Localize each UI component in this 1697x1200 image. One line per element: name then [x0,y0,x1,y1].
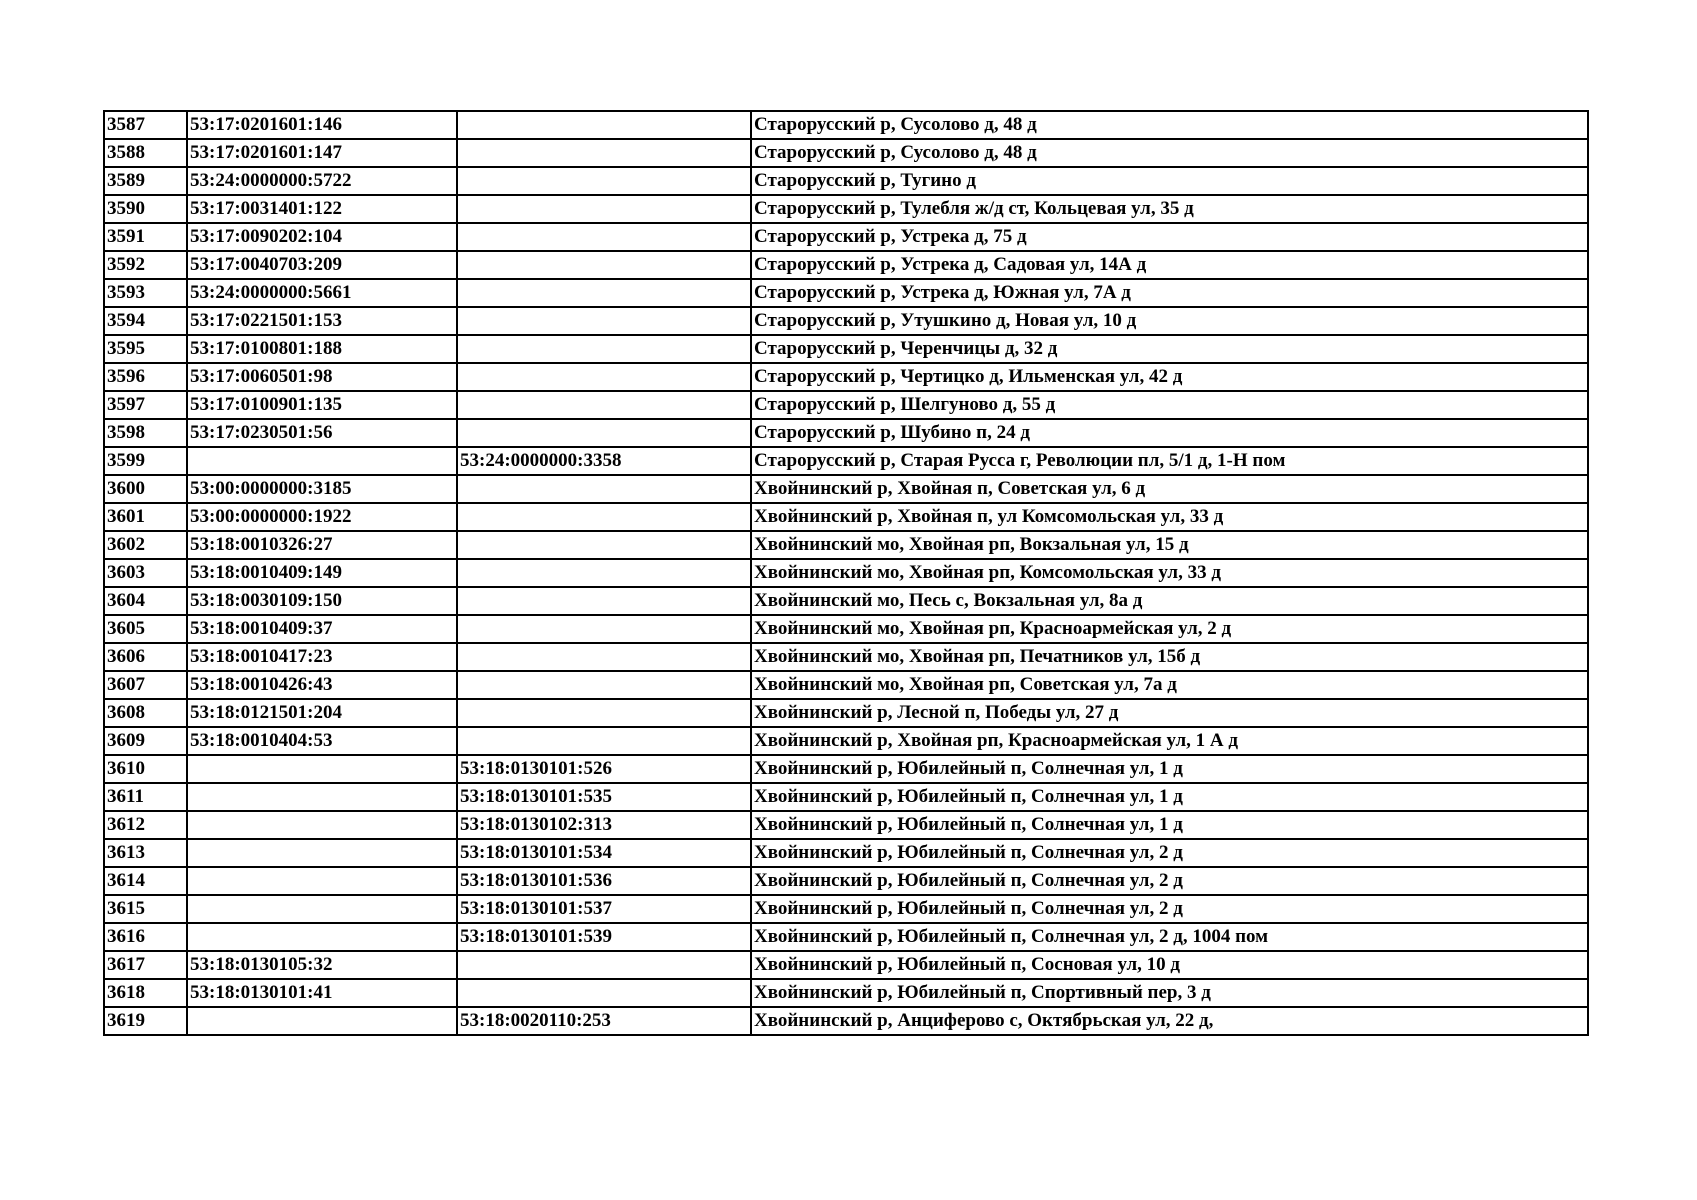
row-number-cell: 3612 [104,811,187,839]
row-number-cell: 3599 [104,447,187,475]
address-cell: Хвойнинский р, Юбилейный п, Солнечная ул, 2 д [751,839,1588,867]
address-cell: Старорусский р, Черенчицы д, 32 д [751,335,1588,363]
address-cell: Хвойнинский мо, Хвойная рп, Вокзальная ул, 15 д [751,531,1588,559]
cadastral-number-cell: 53:00:0000000:1922 [187,503,457,531]
linked-cadastral-number-cell [457,195,751,223]
property-registry-table [103,110,1589,1036]
address-cell: Хвойнинский р, Юбилейный п, Солнечная ул, 1 д [751,755,1588,783]
cadastral-number-cell [187,1007,457,1035]
row-number-cell: 3593 [104,279,187,307]
cadastral-number-cell: 53:18:0130101:41 [187,979,457,1007]
cadastral-number-cell: 53:18:0010409:37 [187,615,457,643]
table-row [104,111,1588,139]
table-row [104,475,1588,503]
table-row [104,391,1588,419]
cadastral-number-cell: 53:17:0090202:104 [187,223,457,251]
cadastral-number-cell [187,783,457,811]
address-cell: Старорусский р, Сусолово д, 48 д [751,139,1588,167]
table-row [104,867,1588,895]
cadastral-number-cell [187,923,457,951]
linked-cadastral-number-cell [457,223,751,251]
table-row [104,699,1588,727]
table-row [104,503,1588,531]
cadastral-number-cell [187,447,457,475]
cadastral-number-cell: 53:17:0201601:147 [187,139,457,167]
address-cell: Старорусский р, Старая Русса г, Революции пл, 5/1 д, 1-Н пом [751,447,1588,475]
linked-cadastral-number-cell: 53:18:0020110:253 [457,1007,751,1035]
row-number-cell: 3596 [104,363,187,391]
row-number-cell: 3611 [104,783,187,811]
cadastral-number-cell: 53:17:0221501:153 [187,307,457,335]
address-cell: Хвойнинский р, Лесной п, Победы ул, 27 д [751,699,1588,727]
linked-cadastral-number-cell [457,279,751,307]
address-cell: Хвойнинский мо, Хвойная рп, Советская ул, 7а д [751,671,1588,699]
address-cell: Хвойнинский р, Хвойная п, Советская ул, 6 д [751,475,1588,503]
address-cell: Хвойнинский р, Юбилейный п, Сосновая ул, 10 д [751,951,1588,979]
address-cell: Хвойнинский р, Анциферово с, Октябрьская ул, 22 д, [751,1007,1588,1035]
table-row [104,1007,1588,1035]
cadastral-number-cell [187,755,457,783]
cadastral-number-cell [187,811,457,839]
linked-cadastral-number-cell [457,167,751,195]
table-row [104,783,1588,811]
cadastral-number-cell [187,895,457,923]
address-cell: Старорусский р, Сусолово д, 48 д [751,111,1588,139]
address-cell: Хвойнинский мо, Хвойная рп, Печатников ул, 15б д [751,643,1588,671]
address-cell: Хвойнинский р, Юбилейный п, Спортивный пер, 3 д [751,979,1588,1007]
address-cell: Хвойнинский р, Юбилейный п, Солнечная ул, 1 д [751,811,1588,839]
address-cell: Старорусский р, Чертицко д, Ильменская ул, 42 д [751,363,1588,391]
linked-cadastral-number-cell [457,111,751,139]
table-row [104,531,1588,559]
row-number-cell: 3619 [104,1007,187,1035]
linked-cadastral-number-cell [457,699,751,727]
row-number-cell: 3606 [104,643,187,671]
row-number-cell: 3592 [104,251,187,279]
address-cell: Старорусский р, Шубино п, 24 д [751,419,1588,447]
table-row [104,923,1588,951]
registry-table-body [104,111,1588,1035]
address-cell: Старорусский р, Устрека д, 75 д [751,223,1588,251]
row-number-cell: 3588 [104,139,187,167]
cadastral-number-cell: 53:17:0230501:56 [187,419,457,447]
row-number-cell: 3600 [104,475,187,503]
table-row [104,643,1588,671]
row-number-cell: 3589 [104,167,187,195]
cadastral-number-cell: 53:18:0010426:43 [187,671,457,699]
row-number-cell: 3615 [104,895,187,923]
table-row [104,307,1588,335]
table-row [104,895,1588,923]
row-number-cell: 3617 [104,951,187,979]
row-number-cell: 3605 [104,615,187,643]
table-row [104,755,1588,783]
cadastral-number-cell: 53:18:0121501:204 [187,699,457,727]
row-number-cell: 3597 [104,391,187,419]
address-cell: Хвойнинский мо, Хвойная рп, Красноармейская ул, 2 д [751,615,1588,643]
address-cell: Хвойнинский р, Юбилейный п, Солнечная ул, 2 д, 1004 пом [751,923,1588,951]
linked-cadastral-number-cell: 53:18:0130102:313 [457,811,751,839]
linked-cadastral-number-cell: 53:18:0130101:535 [457,783,751,811]
address-cell: Хвойнинский р, Юбилейный п, Солнечная ул, 1 д [751,783,1588,811]
row-number-cell: 3598 [104,419,187,447]
row-number-cell: 3607 [104,671,187,699]
table-row [104,251,1588,279]
row-number-cell: 3591 [104,223,187,251]
table-row [104,727,1588,755]
row-number-cell: 3603 [104,559,187,587]
row-number-cell: 3614 [104,867,187,895]
linked-cadastral-number-cell [457,391,751,419]
cadastral-number-cell: 53:18:0010417:23 [187,643,457,671]
linked-cadastral-number-cell [457,419,751,447]
table-row [104,139,1588,167]
address-cell: Старорусский р, Утушкино д, Новая ул, 10 д [751,307,1588,335]
table-row [104,559,1588,587]
cadastral-number-cell: 53:18:0010404:53 [187,727,457,755]
cadastral-number-cell: 53:17:0201601:146 [187,111,457,139]
table-row [104,811,1588,839]
linked-cadastral-number-cell [457,979,751,1007]
row-number-cell: 3595 [104,335,187,363]
cadastral-number-cell: 53:00:0000000:3185 [187,475,457,503]
row-number-cell: 3609 [104,727,187,755]
cadastral-number-cell: 53:24:0000000:5722 [187,167,457,195]
linked-cadastral-number-cell: 53:18:0130101:537 [457,895,751,923]
table-row [104,363,1588,391]
address-cell: Хвойнинский мо, Песь с, Вокзальная ул, 8а д [751,587,1588,615]
cadastral-number-cell: 53:24:0000000:5661 [187,279,457,307]
cadastral-number-cell: 53:17:0040703:209 [187,251,457,279]
cadastral-number-cell: 53:18:0030109:150 [187,587,457,615]
cadastral-number-cell [187,867,457,895]
address-cell: Хвойнинский р, Хвойная рп, Красноармейская ул, 1 А д [751,727,1588,755]
linked-cadastral-number-cell [457,503,751,531]
linked-cadastral-number-cell [457,335,751,363]
linked-cadastral-number-cell [457,643,751,671]
table-row [104,195,1588,223]
linked-cadastral-number-cell [457,363,751,391]
cadastral-number-cell: 53:17:0100801:188 [187,335,457,363]
cadastral-number-cell: 53:18:0010409:149 [187,559,457,587]
linked-cadastral-number-cell [457,307,751,335]
linked-cadastral-number-cell [457,559,751,587]
linked-cadastral-number-cell: 53:18:0130101:534 [457,839,751,867]
table-row [104,447,1588,475]
table-row [104,279,1588,307]
row-number-cell: 3618 [104,979,187,1007]
row-number-cell: 3587 [104,111,187,139]
address-cell: Хвойнинский р, Юбилейный п, Солнечная ул, 2 д [751,895,1588,923]
address-cell: Старорусский р, Устрека д, Южная ул, 7А д [751,279,1588,307]
row-number-cell: 3608 [104,699,187,727]
cadastral-number-cell: 53:17:0031401:122 [187,195,457,223]
linked-cadastral-number-cell: 53:18:0130101:536 [457,867,751,895]
table-row [104,615,1588,643]
linked-cadastral-number-cell: 53:18:0130101:526 [457,755,751,783]
linked-cadastral-number-cell: 53:18:0130101:539 [457,923,751,951]
table-row [104,419,1588,447]
cadastral-number-cell: 53:17:0100901:135 [187,391,457,419]
table-row [104,167,1588,195]
table-row [104,587,1588,615]
linked-cadastral-number-cell [457,531,751,559]
linked-cadastral-number-cell [457,475,751,503]
address-cell: Старорусский р, Шелгуново д, 55 д [751,391,1588,419]
table-row [104,223,1588,251]
table-row [104,839,1588,867]
address-cell: Старорусский р, Тулебля ж/д ст, Кольцевая ул, 35 д [751,195,1588,223]
row-number-cell: 3594 [104,307,187,335]
address-cell: Хвойнинский мо, Хвойная рп, Комсомольская ул, 33 д [751,559,1588,587]
row-number-cell: 3604 [104,587,187,615]
table-row [104,335,1588,363]
table-row [104,671,1588,699]
address-cell: Старорусский р, Устрека д, Садовая ул, 14А д [751,251,1588,279]
table-row [104,979,1588,1007]
address-cell: Старорусский р, Тугино д [751,167,1588,195]
linked-cadastral-number-cell [457,251,751,279]
row-number-cell: 3610 [104,755,187,783]
row-number-cell: 3613 [104,839,187,867]
table-row [104,951,1588,979]
cadastral-number-cell: 53:18:0130105:32 [187,951,457,979]
linked-cadastral-number-cell [457,671,751,699]
row-number-cell: 3616 [104,923,187,951]
address-cell: Хвойнинский р, Хвойная п, ул Комсомольская ул, 33 д [751,503,1588,531]
linked-cadastral-number-cell [457,139,751,167]
address-cell: Хвойнинский р, Юбилейный п, Солнечная ул, 2 д [751,867,1588,895]
linked-cadastral-number-cell [457,951,751,979]
row-number-cell: 3601 [104,503,187,531]
cadastral-number-cell [187,839,457,867]
linked-cadastral-number-cell [457,727,751,755]
cadastral-number-cell: 53:18:0010326:27 [187,531,457,559]
cadastral-number-cell: 53:17:0060501:98 [187,363,457,391]
linked-cadastral-number-cell: 53:24:0000000:3358 [457,447,751,475]
linked-cadastral-number-cell [457,615,751,643]
linked-cadastral-number-cell [457,587,751,615]
row-number-cell: 3590 [104,195,187,223]
row-number-cell: 3602 [104,531,187,559]
